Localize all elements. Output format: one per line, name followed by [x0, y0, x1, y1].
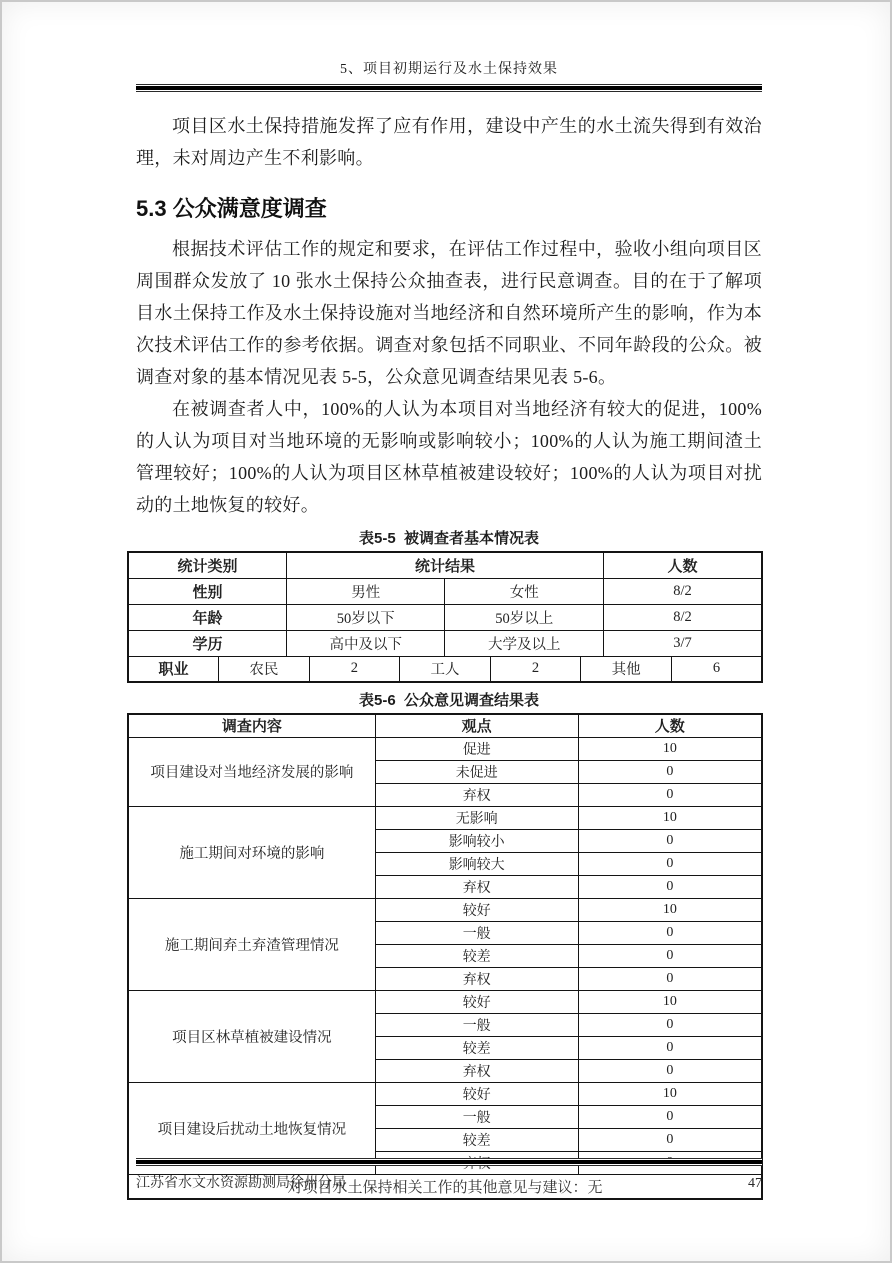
paragraph-survey-results: 在被调查者人中，100%的人认为本项目对当地经济有较大的促进，100%的人认为项目对当地环境的无影响或影响较小；100%的人认为施工期间渣土管理较好；100%的人认为项目区林草植被建设较好；100%的人认为项目对扰动的土地恢复的较好。 — [136, 399, 762, 515]
t56-count: 10 — [578, 1082, 762, 1105]
table-row — [128, 1082, 762, 1105]
section-heading-5-3: 5.3 公众满意度调查 — [136, 196, 327, 221]
t56-viewpoint: 一般 — [375, 921, 578, 944]
t55-cell-category: 性别 — [128, 578, 286, 604]
t56-count: 0 — [578, 852, 762, 875]
t56-viewpoint: 较差 — [375, 1036, 578, 1059]
t55-occupation-label: 职业 — [128, 656, 219, 682]
paragraph-intro: 项目区水土保持措施发挥了应有作用，建设中产生的水土流失得到有效治理，未对周边产生不利影响。 — [136, 116, 762, 168]
t55-cell-category: 学历 — [128, 630, 286, 656]
table-5-5 — [127, 551, 763, 683]
t55-cell-result1: 高中及以下 — [286, 630, 444, 656]
t56-count: 0 — [578, 1128, 762, 1151]
t56-group-content: 项目建设对当地经济发展的影响 — [128, 737, 375, 806]
t56-viewpoint: 一般 — [375, 1013, 578, 1036]
footer-organization: 江苏省水文水资源勘测局徐州分局 — [136, 1176, 346, 1191]
t56-count: 10 — [578, 990, 762, 1013]
t56-viewpoint: 一般 — [375, 1105, 578, 1128]
table-row — [128, 806, 762, 829]
table-row — [128, 630, 762, 656]
t56-viewpoint: 弃权 — [375, 1059, 578, 1082]
t56-header-viewpoint: 观点 — [375, 714, 578, 737]
t56-group-content: 项目建设后扰动土地恢复情况 — [128, 1082, 375, 1174]
t55-cell-result1: 男性 — [286, 578, 444, 604]
t56-count: 0 — [578, 1036, 762, 1059]
t55-header-count: 人数 — [603, 552, 762, 578]
header-rule — [136, 84, 762, 92]
table-row — [128, 898, 762, 921]
t55-occupation-name: 农民 — [219, 656, 310, 682]
t56-viewpoint: 较好 — [375, 898, 578, 921]
t56-count: 0 — [578, 760, 762, 783]
paragraph-survey-method: 根据技术评估工作的规定和要求，在评估工作过程中，验收小组向项目区周围群众发放了 10 张水土保持公众抽查表，进行民意调查。目的在于了解项目水土保持工作及水土保持设施对当地经济和自然环境所产生的影响，作为本次技术评估工作的参考依据。调查对象包括不同职业、不同年龄段的公众。被调查对象的基本情况见表 5-5，公众意见调查结果见表 5-6。 — [136, 239, 762, 387]
t56-count: 0 — [578, 783, 762, 806]
table-5-6-header-row — [128, 714, 762, 737]
t56-viewpoint: 促进 — [375, 737, 578, 760]
t56-viewpoint: 无影响 — [375, 806, 578, 829]
table-5-5-caption: 表5-5 被调查者基本情况表 — [358, 530, 540, 547]
t56-count: 10 — [578, 898, 762, 921]
t55-cell-result2: 女性 — [445, 578, 603, 604]
t56-count: 0 — [578, 829, 762, 852]
table-5-5-header-row — [128, 552, 762, 578]
t55-cell-result1: 50岁以下 — [286, 604, 444, 630]
table-row — [128, 990, 762, 1013]
table-row-occupation — [128, 656, 762, 682]
t56-count: 0 — [578, 1105, 762, 1128]
t55-cell-count: 8/2 — [603, 604, 762, 630]
t56-viewpoint: 影响较小 — [375, 829, 578, 852]
t55-cell-count: 8/2 — [603, 578, 762, 604]
t56-viewpoint: 弃权 — [375, 875, 578, 898]
t55-occupation-count: 2 — [490, 656, 581, 682]
t56-count: 10 — [578, 737, 762, 760]
t56-count: 0 — [578, 1059, 762, 1082]
footer-rule — [136, 1158, 762, 1166]
t55-cell-count: 3/7 — [603, 630, 762, 656]
t56-viewpoint: 影响较大 — [375, 852, 578, 875]
t55-occupation-name: 工人 — [400, 656, 491, 682]
t56-viewpoint: 弃权 — [375, 783, 578, 806]
t56-viewpoint: 未促进 — [375, 760, 578, 783]
t56-count: 0 — [578, 875, 762, 898]
t56-count: 10 — [578, 806, 762, 829]
t56-count: 0 — [578, 921, 762, 944]
page-number: 47 — [748, 1176, 762, 1191]
table-row — [128, 578, 762, 604]
t55-cell-category: 年龄 — [128, 604, 286, 630]
t56-count: 0 — [578, 1013, 762, 1036]
t56-header-count: 人数 — [578, 714, 762, 737]
t55-header-result: 统计结果 — [286, 552, 603, 578]
t56-viewpoint: 较差 — [375, 1128, 578, 1151]
t55-occupation-count: 6 — [671, 656, 762, 682]
table-5-6-caption: 表5-6 公众意见调查结果表 — [358, 692, 540, 709]
t56-viewpoint: 较好 — [375, 1082, 578, 1105]
t56-other-opinion: 对项目水土保持相关工作的其他意见与建议：无 — [128, 1174, 762, 1199]
t55-cell-result2: 大学及以上 — [445, 630, 603, 656]
t56-group-content: 项目区林草植被建设情况 — [128, 990, 375, 1082]
t55-header-category: 统计类别 — [128, 552, 286, 578]
t56-count: 0 — [578, 944, 762, 967]
t56-viewpoint: 较好 — [375, 990, 578, 1013]
t55-occupation-name: 其他 — [581, 656, 672, 682]
t56-count: 0 — [578, 967, 762, 990]
t55-occupation-count: 2 — [309, 656, 400, 682]
t56-viewpoint: 弃权 — [375, 967, 578, 990]
t56-group-content: 施工期间对环境的影响 — [128, 806, 375, 898]
t56-header-content: 调查内容 — [128, 714, 375, 737]
table-row — [128, 737, 762, 760]
table-row — [128, 604, 762, 630]
t56-viewpoint: 较差 — [375, 944, 578, 967]
running-header-title: 5、项目初期运行及水土保持效果 — [340, 62, 558, 77]
t55-cell-result2: 50岁以上 — [445, 604, 603, 630]
t56-group-content: 施工期间弃土弃渣管理情况 — [128, 898, 375, 990]
table-5-6 — [127, 713, 763, 1200]
